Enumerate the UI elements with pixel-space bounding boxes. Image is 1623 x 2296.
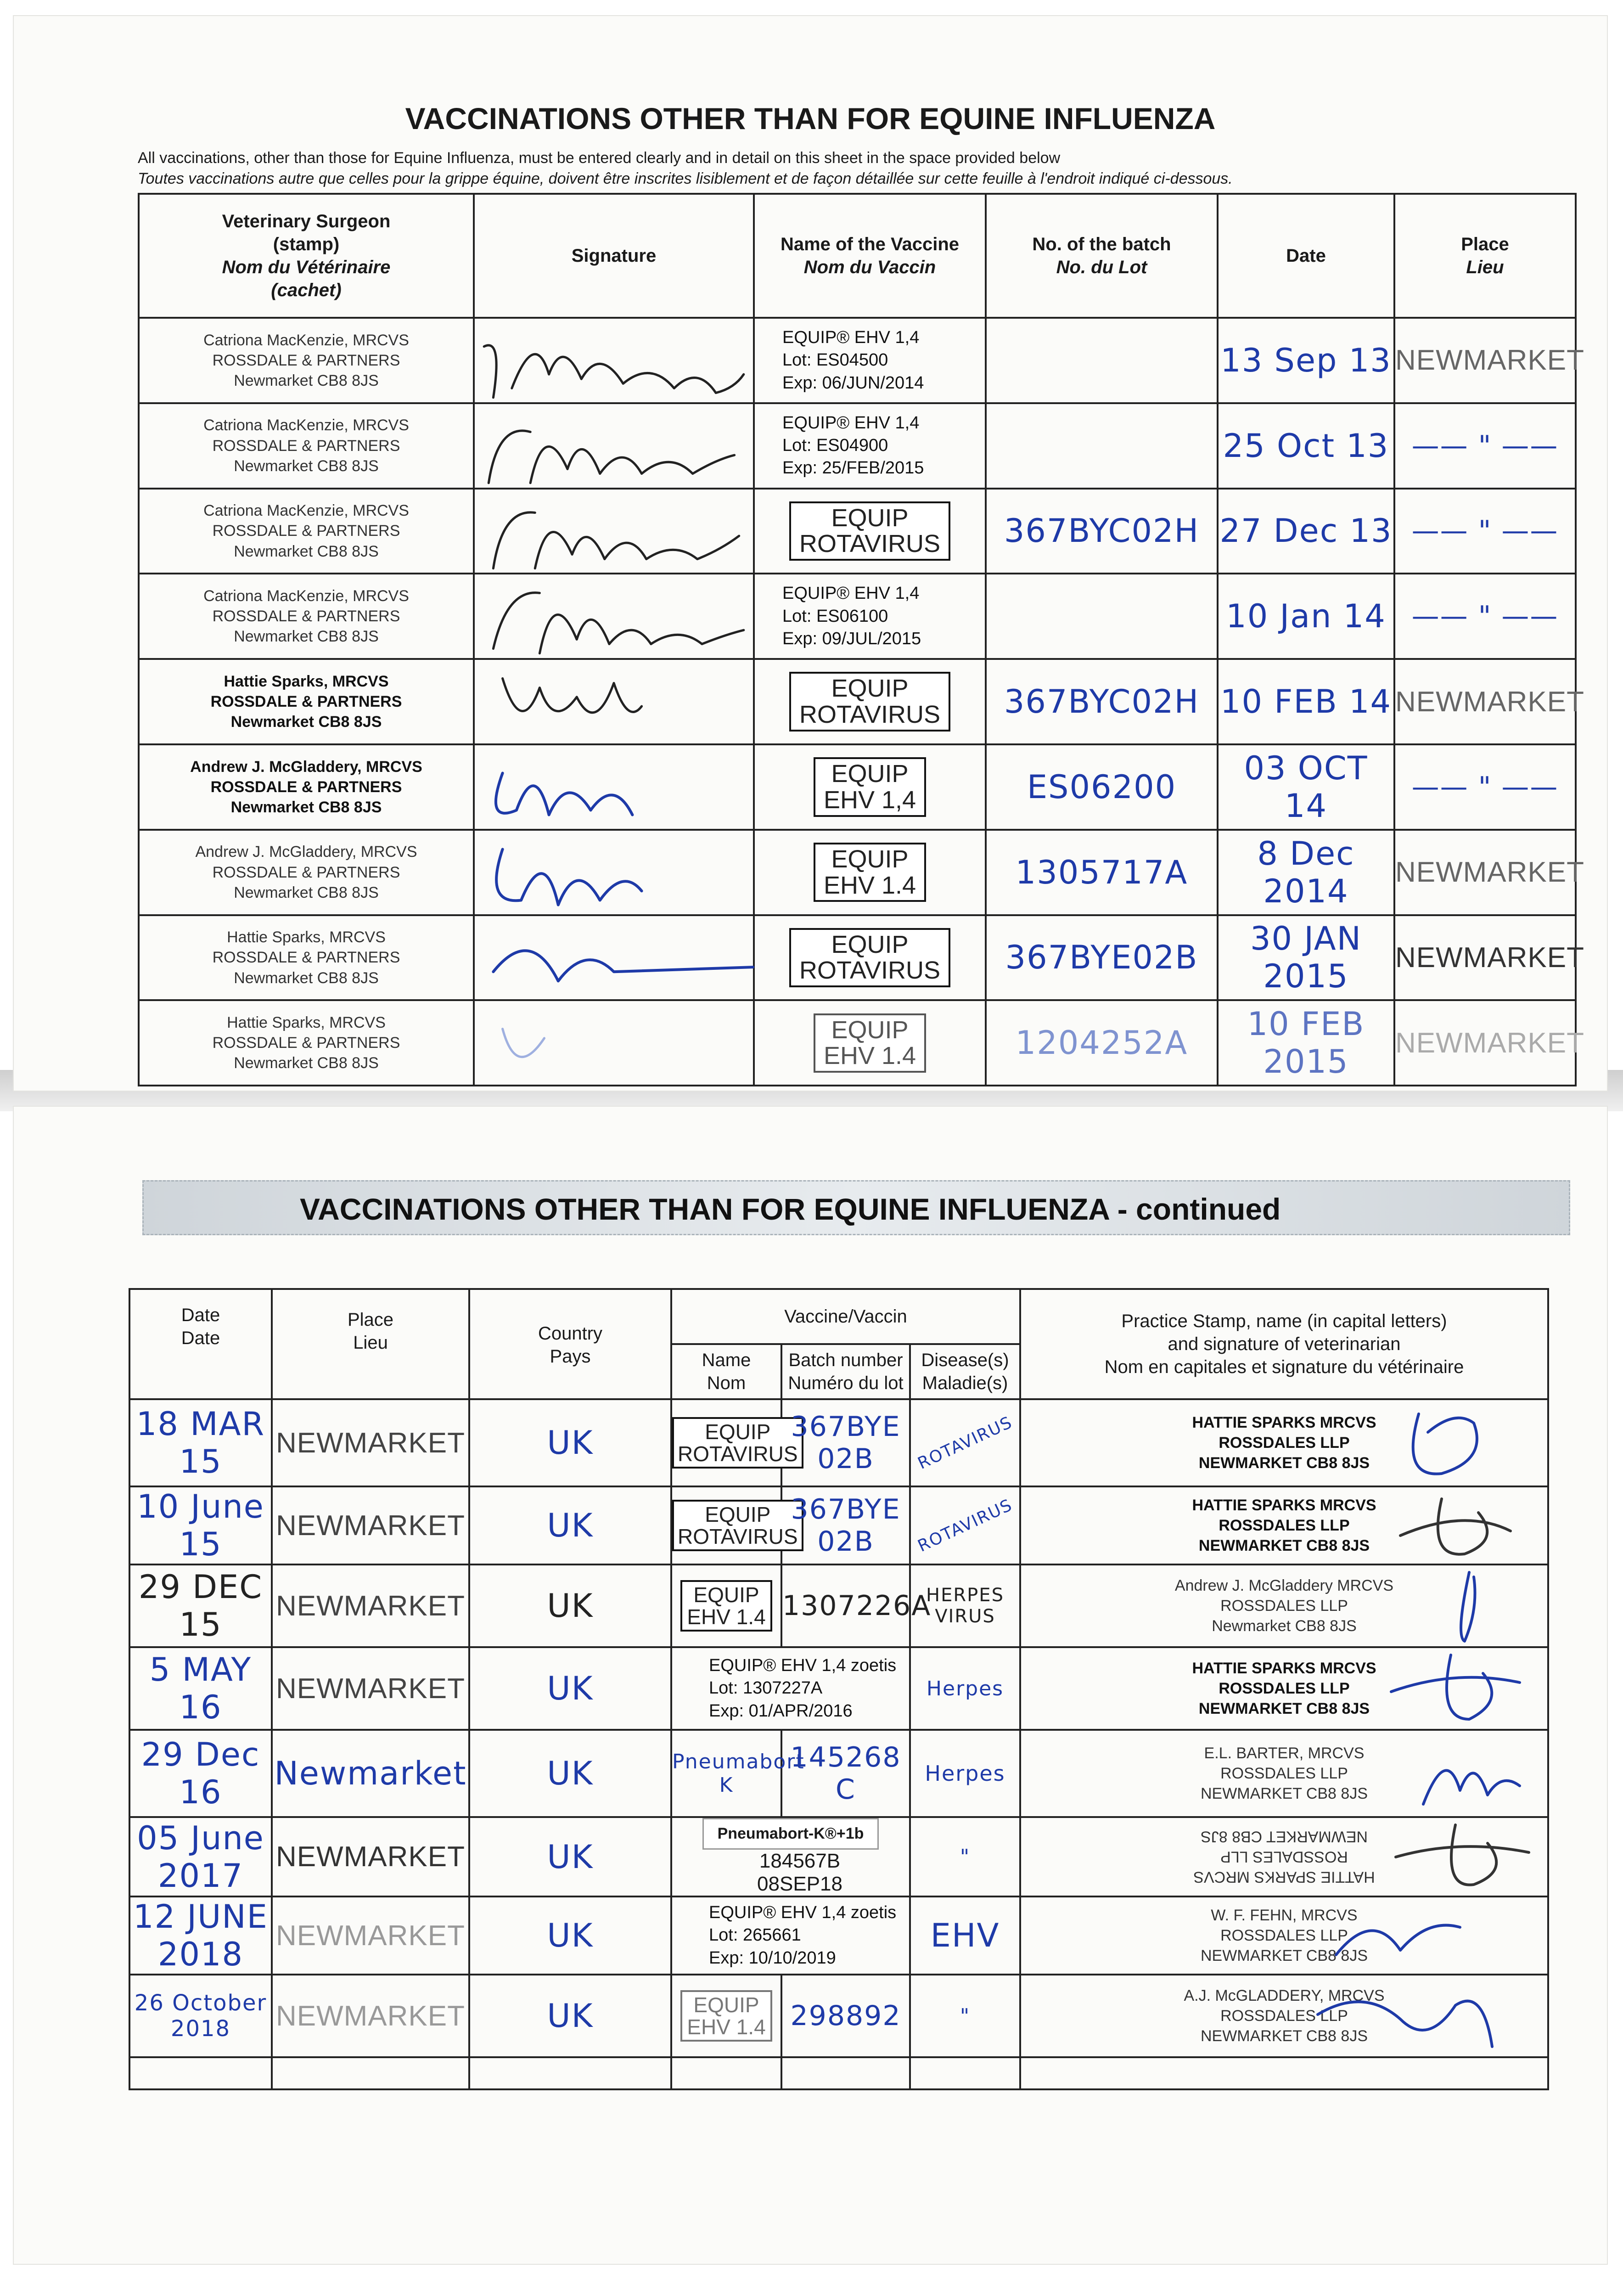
vet-stamp: Andrew J. McGladdery, MRCVS ROSSDALE & PARTNERS Newmarket CB8 8JS — [139, 830, 474, 915]
table-row — [129, 1975, 1548, 2057]
vaccine-label: EQUIP® EHV 1,4 zoetis Lot: 265661 Exp: 10/10/2019 — [671, 1896, 910, 1975]
practice-stamp: HATTIE SPARKS MRCVS ROSSDALES LLP NEWMARKET CB8 8JS — [1020, 1486, 1548, 1564]
table-row — [139, 915, 1576, 1001]
table-row — [139, 318, 1576, 403]
signature-cell — [474, 830, 754, 915]
batch-number — [986, 574, 1218, 659]
batch-number: 298892 — [781, 1975, 910, 2057]
vaccination-date: 18 MAR 15 — [129, 1399, 272, 1486]
country: UK — [469, 1564, 671, 1647]
disease: HERPES VIRUS — [910, 1564, 1020, 1647]
table-row — [129, 1647, 1548, 1730]
vaccination-date: 10 June 15 — [129, 1486, 272, 1564]
header-place: Place Lieu — [1394, 194, 1576, 318]
batch-number: 367BYE 02B — [781, 1486, 910, 1564]
place: Newmarket — [272, 1730, 469, 1817]
signature-mark — [1327, 1900, 1465, 1973]
batch-number — [986, 318, 1218, 403]
place: NEWMARKET — [272, 1486, 469, 1564]
practice-stamp: E.L. BARTER, MRCVS ROSSDALES LLP NEWMARKET CB8 8JS — [1020, 1730, 1548, 1817]
header-name: Name Nom — [671, 1344, 781, 1399]
header-country: Country Pays — [469, 1289, 671, 1399]
vaccine-stamp: EQUIP ROTAVIRUS — [671, 1486, 781, 1564]
top-vaccination-table — [138, 193, 1584, 1086]
vet-stamp: Hattie Sparks, MRCVS ROSSDALE & PARTNERS Newmarket CB8 8JS — [139, 1000, 474, 1086]
header-vet: Veterinary Surgeon (stamp) Nom du Vétérinaire (cachet) — [139, 194, 474, 318]
signature-cell — [474, 915, 754, 1001]
place: NEWMARKET — [272, 1647, 469, 1730]
top-sheet — [14, 16, 1607, 1091]
country: UK — [469, 1817, 671, 1896]
table-row — [139, 1000, 1576, 1086]
vaccine-label: Pneumabort-K®+1b 184567B 08SEP18 — [671, 1817, 910, 1896]
vaccination-date: 12 JUNE 2018 — [129, 1896, 272, 1975]
vet-stamp: Catriona MacKenzie, MRCVS ROSSDALE & PARTNERS Newmarket CB8 8JS — [139, 574, 474, 659]
batch-number: 184567B 08SEP18 — [757, 1850, 842, 1895]
batch-number: 367BYE 02B — [781, 1399, 910, 1486]
vaccine-label: EQUIP® EHV 1,4 zoetis Lot: 1307227A Exp: 01/APR/2016 — [671, 1647, 910, 1730]
table-row — [129, 1730, 1548, 1817]
vaccination-date: 5 MAY 16 — [129, 1647, 272, 1730]
vaccination-date: 10 Jan 14 — [1218, 574, 1394, 659]
vaccination-date: 10 FEB 2015 — [1218, 1000, 1394, 1086]
country: UK — [469, 1975, 671, 2057]
table-row — [139, 830, 1576, 915]
continued-title: VACCINATIONS OTHER THAN FOR EQUINE INFLUENZA - continued — [142, 1180, 1570, 1235]
place: NEWMARKET — [272, 1975, 469, 2057]
batch-number: 1307226A — [781, 1564, 910, 1647]
vaccine-stamp: EQUIP ROTAVIRUS — [671, 1399, 781, 1486]
place: NEWMARKET — [272, 1817, 469, 1896]
batch-number: 367BYE02B — [986, 915, 1218, 1001]
vaccination-date: 29 DEC 15 — [129, 1564, 272, 1647]
vaccination-date: 30 JAN 2015 — [1218, 915, 1394, 1001]
table-row — [129, 1564, 1548, 1647]
header-signature: Signature — [474, 194, 754, 318]
practice-stamp: HATTIE SPARKS MRCVS ROSSDALES LLP NEWMARKET CB8 8JS — [1020, 1817, 1548, 1896]
header-practice-stamp: Practice Stamp, name (in capital letters) and signature of veterinarian Nom en capitales et signature du vétérinaire — [1020, 1289, 1548, 1399]
practice-stamp: Andrew J. McGladdery MRCVS ROSSDALES LLP Newmarket CB8 8JS — [1020, 1564, 1548, 1647]
vaccination-date: 29 Dec 16 — [129, 1730, 272, 1817]
place: NEWMARKET — [1394, 1000, 1576, 1086]
signature-mark — [475, 319, 753, 402]
table-row — [139, 659, 1576, 744]
table-row — [129, 1896, 1548, 1975]
vaccine-stamp: EQUIP EHV 1,4 — [754, 744, 986, 830]
practice-stamp: HATTIE SPARKS MRCVS ROSSDALES LLP NEWMARKET CB8 8JS — [1020, 1399, 1548, 1486]
header-vaccine-group: Vaccine/Vaccin — [671, 1289, 1020, 1344]
vaccine-stamp: EQUIP EHV 1.4 — [671, 1975, 781, 2057]
signature-mark — [1419, 1568, 1511, 1646]
vaccination-date: 03 OCT 14 — [1218, 744, 1394, 830]
place: —— " —— — [1394, 574, 1576, 659]
vaccination-date: 25 Oct 13 — [1218, 403, 1394, 489]
instruction-fr: Toutes vaccinations autre que celles pour la grippe équine, doivent être inscrites lisiblement et de façon détaillée sur cette feuille à l'endroit indiqué ci-dessous. — [138, 170, 1233, 187]
batch-number: ES06200 — [986, 744, 1218, 830]
vaccine-stamp: EQUIP ROTAVIRUS — [754, 659, 986, 744]
disease: EHV — [910, 1896, 1020, 1975]
header-batch: Batch number Numéro du lot — [781, 1344, 910, 1399]
instruction-en: All vaccinations, other than those for Equine Influenza, must be entered clearly and in detail on this sheet in the space provided below — [138, 149, 1061, 167]
signature-mark — [1373, 1490, 1520, 1563]
disease: ROTAVIRUS — [897, 1380, 1033, 1506]
signature-mark — [475, 745, 753, 829]
vaccine-name: Pneumabort K — [671, 1730, 781, 1817]
place: NEWMARKET — [1394, 915, 1576, 1001]
signature-cell — [474, 318, 754, 403]
country: UK — [469, 1896, 671, 1975]
batch-number: 1305717A — [986, 830, 1218, 915]
signature-mark — [475, 831, 753, 914]
disease: " — [910, 1817, 1020, 1896]
vaccine-stamp: EQUIP EHV 1.4 — [754, 1000, 986, 1086]
signature-mark — [1373, 1405, 1520, 1483]
continued-vaccination-table — [129, 1288, 1549, 2090]
place: —— " —— — [1394, 489, 1576, 574]
signature-mark — [475, 916, 753, 1000]
country: UK — [469, 1399, 671, 1486]
vaccination-date: 10 FEB 14 — [1218, 659, 1394, 744]
place: NEWMARKET — [1394, 318, 1576, 403]
disease: Herpes — [910, 1647, 1020, 1730]
disease: Herpes — [910, 1730, 1020, 1817]
signature-mark — [1309, 1978, 1501, 2056]
vet-stamp: Catriona MacKenzie, MRCVS ROSSDALE & PARTNERS Newmarket CB8 8JS — [139, 489, 474, 574]
practice-stamp: A.J. McGLADDERY, MRCVS ROSSDALES LLP NEWMARKET CB8 8JS — [1020, 1975, 1548, 2057]
signature-cell — [474, 489, 754, 574]
disease: " — [910, 1975, 1020, 2057]
table-row — [129, 1399, 1548, 1486]
signature-mark — [475, 1001, 753, 1085]
batch-number: 367BYC02H — [986, 489, 1218, 574]
signature-mark — [1410, 1735, 1529, 1813]
signature-cell — [474, 403, 754, 489]
vaccination-date: 05 June 2017 — [129, 1817, 272, 1896]
vaccine-stamp: EQUIP ROTAVIRUS — [754, 489, 986, 574]
place: NEWMARKET — [272, 1564, 469, 1647]
table-row — [139, 489, 1576, 574]
country: UK — [469, 1647, 671, 1730]
table-row-empty — [129, 2057, 1548, 2089]
header-vaccine: Name of the Vaccine Nom du Vaccin — [754, 194, 986, 318]
bottom-sheet — [14, 1107, 1607, 2264]
vaccine-stamp: EQUIP ROTAVIRUS — [754, 915, 986, 1001]
signature-mark — [475, 574, 753, 658]
signature-mark — [475, 404, 753, 488]
practice-stamp: W. F. FEHN, MRCVS ROSSDALES LLP NEWMARKET CB8 8JS — [1020, 1896, 1548, 1975]
table-row — [139, 574, 1576, 659]
header-date: Date — [1218, 194, 1394, 318]
vet-stamp: Catriona MacKenzie, MRCVS ROSSDALE & PARTNERS Newmarket CB8 8JS — [139, 403, 474, 489]
vet-stamp: Hattie Sparks, MRCVS ROSSDALE & PARTNERS Newmarket CB8 8JS — [139, 915, 474, 1001]
country: UK — [469, 1730, 671, 1817]
place: —— " —— — [1394, 744, 1576, 830]
vaccination-date: 27 Dec 13 — [1218, 489, 1394, 574]
signature-mark — [1387, 1820, 1533, 1894]
vet-stamp: Hattie Sparks, MRCVS ROSSDALE & PARTNERS Newmarket CB8 8JS — [139, 659, 474, 744]
place: NEWMARKET — [272, 1399, 469, 1486]
header-date: Date Date — [129, 1289, 272, 1399]
vaccine-label: EQUIP® EHV 1,4 Lot: ES04500 Exp: 06/JUN/2014 — [754, 318, 986, 403]
header-place: Place Lieu — [272, 1289, 469, 1399]
vaccine-label: EQUIP® EHV 1,4 Lot: ES06100 Exp: 09/JUL/2015 — [754, 574, 986, 659]
vaccination-date: 8 Dec 2014 — [1218, 830, 1394, 915]
table-row — [139, 744, 1576, 830]
place: NEWMARKET — [272, 1896, 469, 1975]
vaccine-stamp: EQUIP EHV 1.4 — [754, 830, 986, 915]
table-row — [129, 1486, 1548, 1564]
table-row — [129, 1817, 1548, 1896]
place: NEWMARKET — [1394, 830, 1576, 915]
signature-cell — [474, 1000, 754, 1086]
signature-mark — [1382, 1650, 1529, 1728]
signature-mark — [475, 660, 753, 743]
vaccine-stamp: EQUIP EHV 1.4 — [671, 1564, 781, 1647]
signature-mark — [475, 490, 753, 573]
signature-cell — [474, 744, 754, 830]
vaccination-date: 26 October 2018 — [129, 1975, 272, 2057]
vaccination-date: 13 Sep 13 — [1218, 318, 1394, 403]
vet-stamp: Catriona MacKenzie, MRCVS ROSSDALE & PARTNERS Newmarket CB8 8JS — [139, 318, 474, 403]
batch-number: 367BYC02H — [986, 659, 1218, 744]
top-title: VACCINATIONS OTHER THAN FOR EQUINE INFLUENZA — [405, 101, 1216, 135]
place: —— " —— — [1394, 403, 1576, 489]
header-disease: Disease(s) Maladie(s) — [910, 1344, 1020, 1399]
practice-stamp: HATTIE SPARKS MRCVS ROSSDALES LLP NEWMARKET CB8 8JS — [1020, 1647, 1548, 1730]
vaccine-label: EQUIP® EHV 1,4 Lot: ES04900 Exp: 25/FEB/2015 — [754, 403, 986, 489]
batch-number — [986, 403, 1218, 489]
vet-stamp: Andrew J. McGladdery, MRCVS ROSSDALE & PARTNERS Newmarket CB8 8JS — [139, 744, 474, 830]
table-row — [139, 403, 1576, 489]
signature-cell — [474, 659, 754, 744]
place: NEWMARKET — [1394, 659, 1576, 744]
signature-cell — [474, 574, 754, 659]
disease: ROTAVIRUS — [899, 1467, 1031, 1584]
header-batch: No. of the batch No. du Lot — [986, 194, 1218, 318]
country: UK — [469, 1486, 671, 1564]
batch-number: 1204252A — [986, 1000, 1218, 1086]
batch-number: 145268 C — [781, 1730, 910, 1817]
